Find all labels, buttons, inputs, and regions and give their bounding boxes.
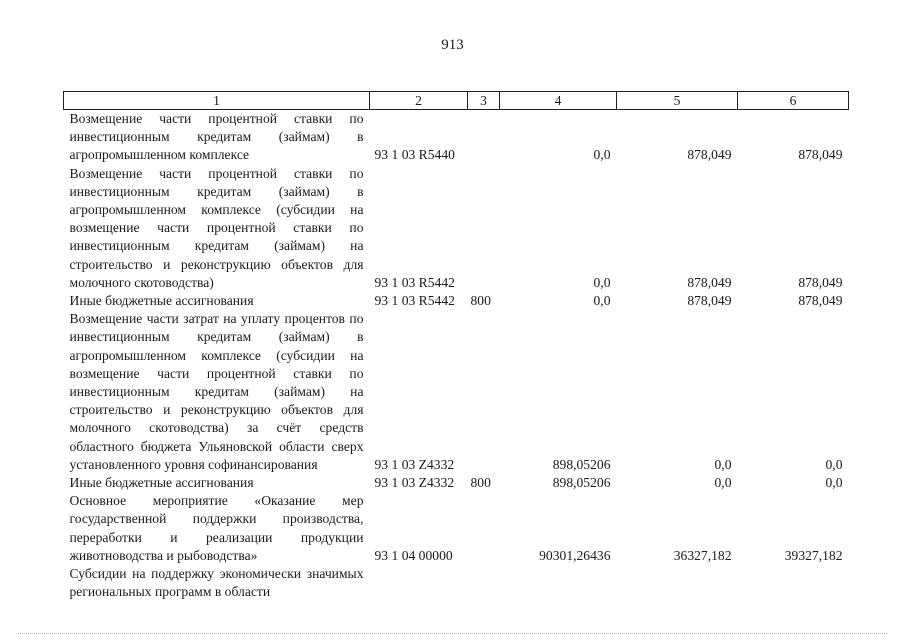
row-value-col6: 0,0 (825, 475, 843, 491)
table-row (64, 110, 849, 165)
row-code: 93 1 04 00000 (374, 547, 453, 563)
row-code: 93 1 03 R5440 (374, 147, 455, 163)
page-number: 913 (441, 37, 464, 53)
row-expense-type: 800 (470, 293, 491, 309)
table-row (64, 292, 849, 310)
row-value-col4 (500, 565, 617, 601)
row-value-col6: 878,049 (798, 293, 843, 309)
table-row (64, 492, 849, 565)
row-value-col6: 0,0 (825, 456, 843, 472)
budget-table (63, 91, 849, 601)
row-value-col5: 878,049 (687, 274, 732, 290)
row-value-col6: 39327,182 (784, 547, 843, 563)
row-name: Иные бюджетные ассигнования (69, 293, 254, 309)
column-header: 6 (738, 92, 849, 110)
table-header-row (64, 92, 849, 110)
row-value-col4: 898,05206 (552, 475, 611, 491)
row-value-col4: 90301,26436 (539, 547, 611, 563)
table-row (64, 474, 849, 492)
row-expense-type (468, 110, 500, 165)
table-row (64, 565, 849, 601)
column-header: 5 (617, 92, 738, 110)
row-code (370, 565, 468, 601)
row-name: Основное мероприятие «Оказание мер государственной поддержки производства, переработки и реализации продукции животноводства и рыбоводства» (69, 493, 364, 563)
row-value-col5: 36327,182 (673, 547, 732, 563)
row-value-col5: 0,0 (714, 475, 732, 491)
table-row (64, 310, 849, 474)
row-value-col4: 0,0 (593, 293, 611, 309)
row-value-col4: 0,0 (593, 274, 611, 290)
column-header: 1 (64, 92, 370, 110)
row-value-col4: 898,05206 (552, 456, 611, 472)
column-header: 4 (500, 92, 617, 110)
column-header: 3 (468, 92, 500, 110)
row-code: 93 1 03 Z4332 (374, 456, 455, 472)
row-expense-type (468, 165, 500, 292)
row-name: Субсидии на поддержку экономически значимых региональных программ в области (69, 566, 364, 600)
row-code: 93 1 03 R5442 (374, 293, 455, 309)
row-value-col4: 0,0 (593, 147, 611, 163)
row-value-col6: 878,049 (798, 274, 843, 290)
row-value-col5: 878,049 (687, 293, 732, 309)
row-code: 93 1 03 Z4332 (374, 475, 455, 491)
row-name: Возмещение части процентной ставки по инвестиционным кредитам (займам) в агропромышленном комплексе (69, 111, 364, 163)
row-name: Иные бюджетные ассигнования (69, 475, 254, 491)
row-value-col5 (617, 565, 738, 601)
row-value-col6: 878,049 (798, 147, 843, 163)
row-expense-type (468, 492, 500, 565)
row-value-col5: 878,049 (687, 147, 732, 163)
row-value-col5: 0,0 (714, 456, 732, 472)
row-value-col6 (738, 565, 849, 601)
row-name: Возмещение части затрат на уплату процентов по инвестиционным кредитам (займам) в агропромышленном комплексе (субсидии на возмещение части процентной ставки по инвестиционным кредитам (займам) на строительство и реконструкцию объектов для молочного скотоводства) за счёт средств областного бюджета Ульяновской области сверх установленного уровня софинансирования (69, 311, 364, 472)
row-code: 93 1 03 R5442 (374, 274, 455, 290)
row-expense-type (468, 565, 500, 601)
page-bottom-edge (18, 633, 887, 635)
row-expense-type (468, 310, 500, 474)
table-row (64, 165, 849, 292)
row-name: Возмещение части процентной ставки по инвестиционным кредитам (займам) в агропромышленном комплексе (субсидии на возмещение части процентной ставки по инвестиционным кредитам (займам) на строительство и реконструкцию объектов для молочного скотоводства) (69, 165, 364, 290)
row-expense-type: 800 (470, 475, 491, 491)
column-header: 2 (370, 92, 468, 110)
